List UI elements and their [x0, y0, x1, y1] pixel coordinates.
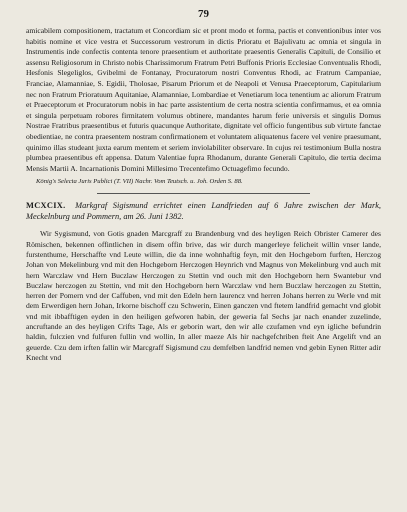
- section-divider: [97, 193, 310, 194]
- page-number: 79: [198, 8, 209, 20]
- document-number: MCXCIX.: [26, 201, 66, 211]
- source-citation: Kōnig's Selecta Juris Publici (T. VII) Nachr. Vom Teutsch. u. Joh. Orden S. 88.: [36, 178, 243, 186]
- latin-paragraph: amicabilem compositionem, tractatum et Concordiam sic et pront modo et forma, pactis et conventionibus inter vos habitis nomine et vice vestra et Successorum vestrorum in dictis Prioratu et Bajulivatu ac omnia et singula in Instrumentis inde confectis contenta tenore praesentium et authoritate praesentis Generalis Capituli, de Consilio et assensu Religiosorum in Christo nobis Charissimorum Fratrum Petri Buffonis Prioris Ecclesiae Conventualis Rhodi, Hesfonis Slegeliglos, Gvibelmi de Fontanay, Procuratorum nostri Conventus Rhodi, ac Fratrum Campaniae, Franciae, Alamanniae, S. Egidii, Tholosae, Pisarum Priorum et de Neapoli et Venusa Praeceptorum, Capitularium nec non Fratrum Prioratuum Aquitaniae, Alamanniae, Lombardiae et Venetiarum loca tenentium ac aliorum Fratrum et Praeceptorum et Procuratorum nobis in hac parte assistentium de certa nostra scientia confirmamus, et ea omnia et singula perpetuam robores firmitatem volumus obtinere, mandantes harum ferie universis et singulis Domus Nostrae Fratribus praesentibus et futuris quacunque Authoritate, dignitate vel officio fungentibus sub virtute fanctae obedientiae, ne contra praesentem nostram confirmationem et voluntatem aliquatenus facere vel venire praesumant, quinimo illas studeant juxta earum mentem et seriem inviolabiliter observare. In cujus rei testimonium Bulla nostra plumbea praesentibus eft appensa. Datum Valentiae fupra Rhodanum, durante Generali Capitulo, die tertia decima Mensis Martii A. Incarnationis Domini Millesimo Trecentefimo Octuagefimo fecundo.: [26, 26, 381, 173]
- document-heading: [26, 200, 381, 222]
- document-text: Wir Sygismund, von Gotis gnaden Marcgraff zu Brandenburg vnd des heyligen Reich Obrister Camerer des Römischen, bekennen offintlichen in disem offin brive, das wir durch mangerleye felicheit willin vnser lande, furstenthume, Herschaffte vnd Leute willin, die da inne wohnhaftig feyn, mit den Hochgeborn furften, Herczog Johan von Mekelinburg vnd mit den Hochgeborn Herczogen Heynrich vnd Magnus von Mekelinburg vnd auch mit hern Warczlaw vnd Hern Buczlaw Herczogen zu Stettin vnd ouch mit den Hochgeborn hern Swantebur vnd Buczlaw herczogen zu Stettin, vnd mit den Hochgeborn hern Warczlaw vnd hern Buczlaw herczogen zu Stettin, herren der Pomern vnd der Caffuben, vnd mit den Edeln hern laurencz vnd herren Johans herren zu Werle vnd mit dem Erwerdigen hern Johan, Irkorne bischoff czu Schwerin, Einen ganczen vnd ftetem landfrid gemacht vnd globit vnd mit ibbafftigen eyden in den heiligen gefworen habin, der geweria fal Sechs jar nach enander zuzelinde, ancruftande an des heyligen Crifts Tage, Als er geborin wart, den wir alle czufamen vnd eyn igliche befundrin haldin, fulczien vnd fulfuren fullin vnd wollin, In aller maeze Als hir nachgefchriben fteit Ane Argelift vnd an geuerde. Czu dem irften fallin wir Marcgraff Sigismund czu demfelben landfrid nemen vnd gebin Eynen Ritter adir Knecht vnd: [26, 229, 381, 362]
- document-title: Markgraf Sigismund errichtet einen Landfrieden auf 6 Jahre zwischen der Mark, Meckelnburg und Pommern, am 26. Juni 1382.: [26, 201, 382, 222]
